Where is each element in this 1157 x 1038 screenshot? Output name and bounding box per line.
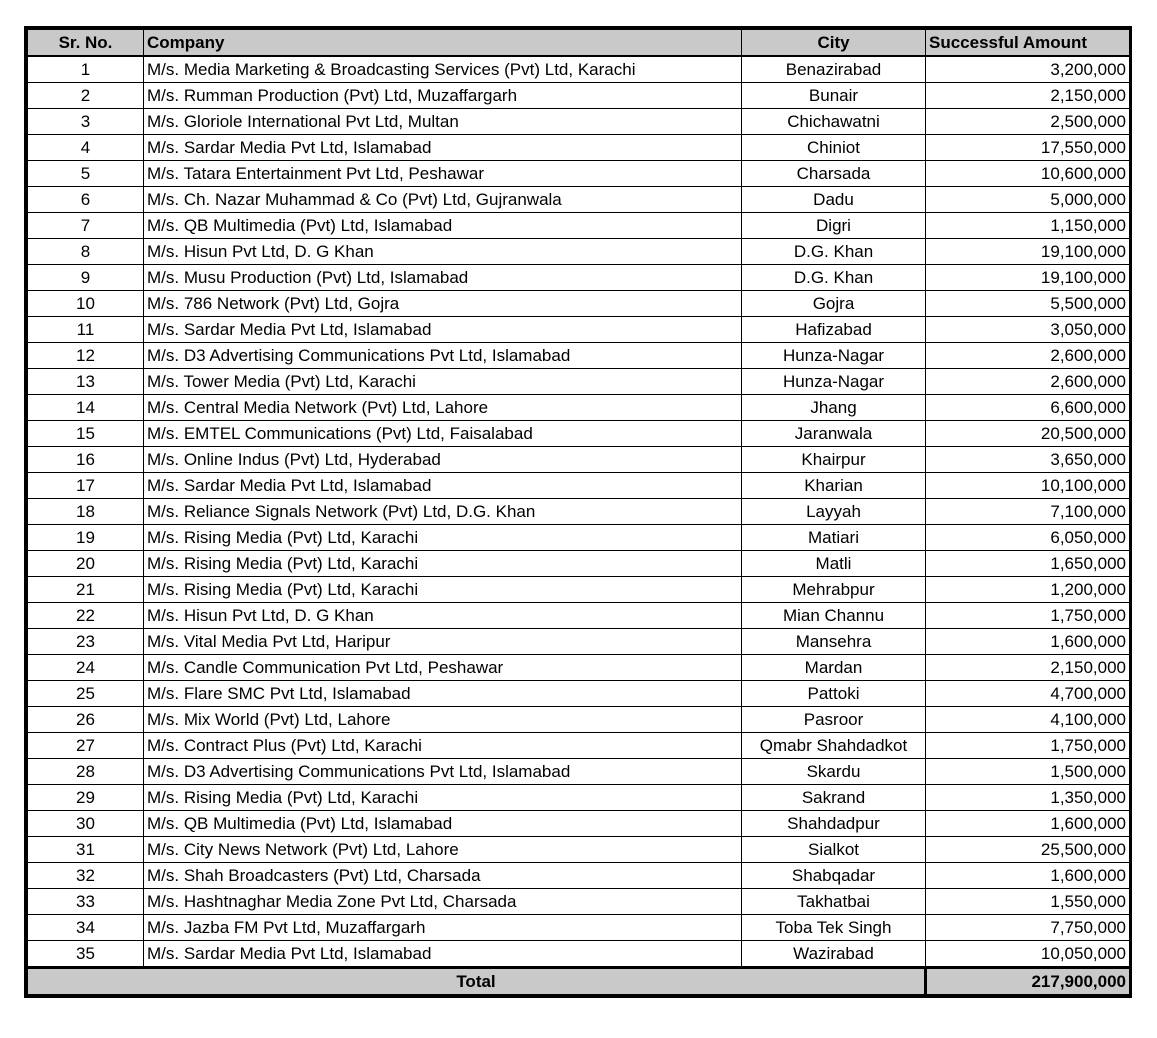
cell-sr-no: 9 (28, 265, 144, 291)
table-body (28, 56, 1130, 968)
cell-successful-amount: 7,750,000 (926, 915, 1130, 941)
cell-company: M/s. Gloriole International Pvt Ltd, Multan (144, 109, 742, 135)
cell-successful-amount: 3,200,000 (926, 56, 1130, 83)
cell-city: Sakrand (742, 785, 926, 811)
table-row (28, 447, 1130, 473)
cell-sr-no: 30 (28, 811, 144, 837)
cell-sr-no: 34 (28, 915, 144, 941)
cell-sr-no: 5 (28, 161, 144, 187)
cell-city: Pattoki (742, 681, 926, 707)
cell-city: Dadu (742, 187, 926, 213)
table-row (28, 837, 1130, 863)
table-row (28, 499, 1130, 525)
cell-successful-amount: 10,050,000 (926, 941, 1130, 968)
table-row (28, 291, 1130, 317)
cell-company: M/s. Rising Media (Pvt) Ltd, Karachi (144, 785, 742, 811)
cell-city: Hafizabad (742, 317, 926, 343)
cell-company: M/s. Rising Media (Pvt) Ltd, Karachi (144, 551, 742, 577)
cell-company: M/s. Reliance Signals Network (Pvt) Ltd, D.G. Khan (144, 499, 742, 525)
cell-company: M/s. D3 Advertising Communications Pvt Ltd, Islamabad (144, 759, 742, 785)
cell-successful-amount: 19,100,000 (926, 265, 1130, 291)
table-row (28, 135, 1130, 161)
cell-sr-no: 12 (28, 343, 144, 369)
cell-company: M/s. Rising Media (Pvt) Ltd, Karachi (144, 525, 742, 551)
cell-company: M/s. D3 Advertising Communications Pvt Ltd, Islamabad (144, 343, 742, 369)
cell-successful-amount: 4,100,000 (926, 707, 1130, 733)
cell-city: Kharian (742, 473, 926, 499)
cell-city: Mansehra (742, 629, 926, 655)
cell-city: Shahdadpur (742, 811, 926, 837)
cell-city: Qmabr Shahdadkot (742, 733, 926, 759)
table-row (28, 239, 1130, 265)
cell-successful-amount: 1,350,000 (926, 785, 1130, 811)
cell-sr-no: 4 (28, 135, 144, 161)
cell-sr-no: 11 (28, 317, 144, 343)
cell-sr-no: 18 (28, 499, 144, 525)
cell-successful-amount: 1,500,000 (926, 759, 1130, 785)
cell-city: Shabqadar (742, 863, 926, 889)
total-label: Total (28, 968, 926, 995)
table-row (28, 655, 1130, 681)
table-row (28, 915, 1130, 941)
table-row (28, 681, 1130, 707)
cell-city: Gojra (742, 291, 926, 317)
cell-successful-amount: 1,550,000 (926, 889, 1130, 915)
cell-city: Sialkot (742, 837, 926, 863)
cell-sr-no: 16 (28, 447, 144, 473)
cell-sr-no: 19 (28, 525, 144, 551)
cell-successful-amount: 1,600,000 (926, 863, 1130, 889)
cell-successful-amount: 4,700,000 (926, 681, 1130, 707)
cell-city: Layyah (742, 499, 926, 525)
table-row (28, 83, 1130, 109)
cell-successful-amount: 5,500,000 (926, 291, 1130, 317)
cell-successful-amount: 1,650,000 (926, 551, 1130, 577)
cell-sr-no: 6 (28, 187, 144, 213)
table-row (28, 577, 1130, 603)
header-sr-no: Sr. No. (28, 30, 144, 57)
cell-company: M/s. 786 Network (Pvt) Ltd, Gojra (144, 291, 742, 317)
cell-company: M/s. Musu Production (Pvt) Ltd, Islamabad (144, 265, 742, 291)
table-row (28, 369, 1130, 395)
awards-table-container (24, 26, 1132, 998)
cell-city: Jaranwala (742, 421, 926, 447)
cell-successful-amount: 2,150,000 (926, 83, 1130, 109)
cell-sr-no: 24 (28, 655, 144, 681)
cell-city: Chichawatni (742, 109, 926, 135)
cell-successful-amount: 6,600,000 (926, 395, 1130, 421)
cell-city: Matiari (742, 525, 926, 551)
awards-table (27, 29, 1130, 995)
cell-sr-no: 15 (28, 421, 144, 447)
cell-successful-amount: 10,600,000 (926, 161, 1130, 187)
cell-successful-amount: 7,100,000 (926, 499, 1130, 525)
cell-company: M/s. Sardar Media Pvt Ltd, Islamabad (144, 317, 742, 343)
cell-company: M/s. Flare SMC Pvt Ltd, Islamabad (144, 681, 742, 707)
cell-city: Mian Channu (742, 603, 926, 629)
cell-city: Mardan (742, 655, 926, 681)
table-row (28, 265, 1130, 291)
header-successful-amount: Successful Amount (926, 30, 1130, 57)
table-row (28, 759, 1130, 785)
table-row (28, 473, 1130, 499)
cell-company: M/s. Sardar Media Pvt Ltd, Islamabad (144, 135, 742, 161)
cell-company: M/s. Online Indus (Pvt) Ltd, Hyderabad (144, 447, 742, 473)
table-row (28, 525, 1130, 551)
cell-company: M/s. Vital Media Pvt Ltd, Haripur (144, 629, 742, 655)
cell-successful-amount: 1,200,000 (926, 577, 1130, 603)
cell-city: Khairpur (742, 447, 926, 473)
cell-sr-no: 14 (28, 395, 144, 421)
cell-sr-no: 27 (28, 733, 144, 759)
cell-company: M/s. Tower Media (Pvt) Ltd, Karachi (144, 369, 742, 395)
cell-successful-amount: 1,150,000 (926, 213, 1130, 239)
cell-sr-no: 32 (28, 863, 144, 889)
cell-sr-no: 2 (28, 83, 144, 109)
cell-city: D.G. Khan (742, 239, 926, 265)
cell-successful-amount: 1,600,000 (926, 629, 1130, 655)
cell-successful-amount: 10,100,000 (926, 473, 1130, 499)
cell-city: Takhatbai (742, 889, 926, 915)
cell-company: M/s. Rising Media (Pvt) Ltd, Karachi (144, 577, 742, 603)
table-row (28, 811, 1130, 837)
table-header-row (28, 30, 1130, 57)
cell-city: Hunza-Nagar (742, 343, 926, 369)
cell-company: M/s. Hisun Pvt Ltd, D. G Khan (144, 239, 742, 265)
table-row (28, 941, 1130, 968)
table-row (28, 343, 1130, 369)
cell-city: Toba Tek Singh (742, 915, 926, 941)
cell-company: M/s. QB Multimedia (Pvt) Ltd, Islamabad (144, 811, 742, 837)
cell-company: M/s. Contract Plus (Pvt) Ltd, Karachi (144, 733, 742, 759)
table-row (28, 629, 1130, 655)
cell-company: M/s. Ch. Nazar Muhammad & Co (Pvt) Ltd, Gujranwala (144, 187, 742, 213)
cell-sr-no: 28 (28, 759, 144, 785)
cell-company: M/s. Sardar Media Pvt Ltd, Islamabad (144, 941, 742, 968)
table-row (28, 889, 1130, 915)
table-row (28, 421, 1130, 447)
cell-city: Jhang (742, 395, 926, 421)
cell-successful-amount: 17,550,000 (926, 135, 1130, 161)
cell-sr-no: 22 (28, 603, 144, 629)
cell-successful-amount: 20,500,000 (926, 421, 1130, 447)
cell-company: M/s. Shah Broadcasters (Pvt) Ltd, Charsada (144, 863, 742, 889)
cell-company: M/s. Media Marketing & Broadcasting Services (Pvt) Ltd, Karachi (144, 56, 742, 83)
cell-successful-amount: 5,000,000 (926, 187, 1130, 213)
cell-city: Benazirabad (742, 56, 926, 83)
cell-sr-no: 13 (28, 369, 144, 395)
cell-company: M/s. EMTEL Communications (Pvt) Ltd, Faisalabad (144, 421, 742, 447)
cell-company: M/s. QB Multimedia (Pvt) Ltd, Islamabad (144, 213, 742, 239)
cell-successful-amount: 3,050,000 (926, 317, 1130, 343)
cell-city: Digri (742, 213, 926, 239)
cell-company: M/s. Rumman Production (Pvt) Ltd, Muzaffargarh (144, 83, 742, 109)
cell-company: M/s. Hisun Pvt Ltd, D. G Khan (144, 603, 742, 629)
cell-successful-amount: 1,750,000 (926, 603, 1130, 629)
cell-city: Chiniot (742, 135, 926, 161)
cell-sr-no: 29 (28, 785, 144, 811)
cell-successful-amount: 3,650,000 (926, 447, 1130, 473)
cell-sr-no: 35 (28, 941, 144, 968)
cell-sr-no: 17 (28, 473, 144, 499)
cell-sr-no: 1 (28, 56, 144, 83)
table-row (28, 785, 1130, 811)
cell-sr-no: 33 (28, 889, 144, 915)
cell-city: Wazirabad (742, 941, 926, 968)
table-row (28, 603, 1130, 629)
cell-city: Bunair (742, 83, 926, 109)
table-row (28, 187, 1130, 213)
cell-company: M/s. Sardar Media Pvt Ltd, Islamabad (144, 473, 742, 499)
cell-sr-no: 21 (28, 577, 144, 603)
table-row (28, 551, 1130, 577)
cell-successful-amount: 1,750,000 (926, 733, 1130, 759)
cell-company: M/s. Tatara Entertainment Pvt Ltd, Peshawar (144, 161, 742, 187)
table-row (28, 707, 1130, 733)
total-row (28, 968, 1130, 995)
table-row (28, 56, 1130, 83)
cell-sr-no: 23 (28, 629, 144, 655)
cell-city: Pasroor (742, 707, 926, 733)
table-row (28, 161, 1130, 187)
cell-company: M/s. Mix World (Pvt) Ltd, Lahore (144, 707, 742, 733)
cell-sr-no: 25 (28, 681, 144, 707)
cell-city: Matli (742, 551, 926, 577)
table-row (28, 733, 1130, 759)
cell-successful-amount: 6,050,000 (926, 525, 1130, 551)
cell-city: Charsada (742, 161, 926, 187)
cell-successful-amount: 2,150,000 (926, 655, 1130, 681)
cell-successful-amount: 2,600,000 (926, 369, 1130, 395)
header-company: Company (144, 30, 742, 57)
cell-sr-no: 7 (28, 213, 144, 239)
cell-company: M/s. Jazba FM Pvt Ltd, Muzaffargarh (144, 915, 742, 941)
table-row (28, 395, 1130, 421)
table-row (28, 109, 1130, 135)
cell-successful-amount: 1,600,000 (926, 811, 1130, 837)
cell-successful-amount: 2,600,000 (926, 343, 1130, 369)
cell-city: D.G. Khan (742, 265, 926, 291)
cell-successful-amount: 2,500,000 (926, 109, 1130, 135)
table-row (28, 863, 1130, 889)
cell-company: M/s. Candle Communication Pvt Ltd, Peshawar (144, 655, 742, 681)
cell-sr-no: 26 (28, 707, 144, 733)
cell-company: M/s. Central Media Network (Pvt) Ltd, Lahore (144, 395, 742, 421)
cell-sr-no: 3 (28, 109, 144, 135)
cell-sr-no: 8 (28, 239, 144, 265)
cell-successful-amount: 25,500,000 (926, 837, 1130, 863)
total-amount: 217,900,000 (926, 968, 1130, 995)
header-city: City (742, 30, 926, 57)
cell-company: M/s. City News Network (Pvt) Ltd, Lahore (144, 837, 742, 863)
table-row (28, 317, 1130, 343)
table-row (28, 213, 1130, 239)
cell-city: Hunza-Nagar (742, 369, 926, 395)
cell-sr-no: 10 (28, 291, 144, 317)
cell-city: Skardu (742, 759, 926, 785)
cell-company: M/s. Hashtnaghar Media Zone Pvt Ltd, Charsada (144, 889, 742, 915)
cell-sr-no: 20 (28, 551, 144, 577)
cell-successful-amount: 19,100,000 (926, 239, 1130, 265)
cell-city: Mehrabpur (742, 577, 926, 603)
cell-sr-no: 31 (28, 837, 144, 863)
